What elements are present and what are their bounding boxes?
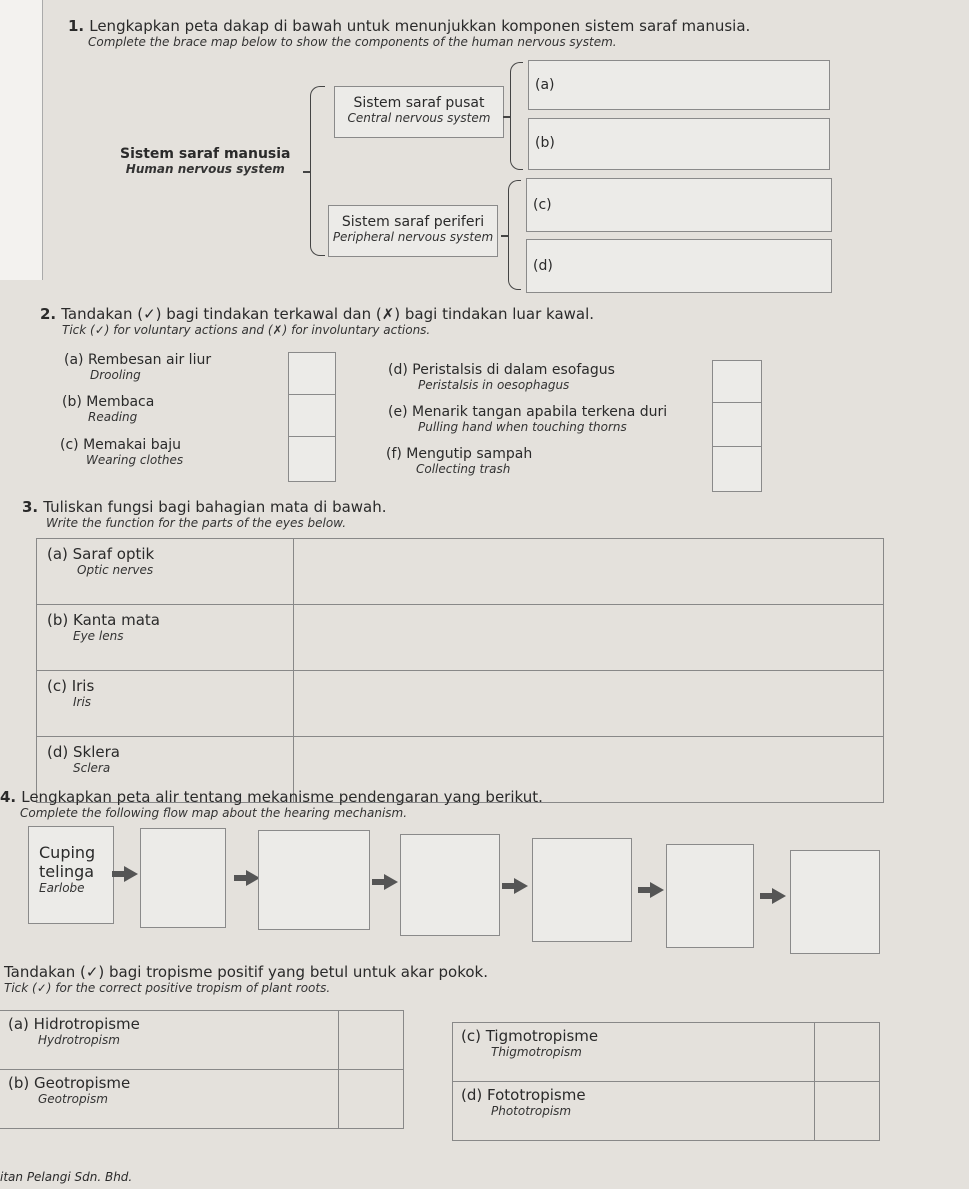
q2-item-b-label: (b) Membaca — [62, 394, 155, 410]
q2-item-c-label: (c) Memakai baju — [60, 437, 181, 453]
q5-tick-box-c[interactable] — [815, 1023, 880, 1082]
q2-item-d — [388, 362, 615, 392]
q3-row-d-en: Sclera — [73, 761, 111, 775]
q3-row-c-answer[interactable] — [294, 671, 884, 737]
q4-arrow-3 — [384, 874, 398, 890]
q1-slot-a-label: (a) — [535, 77, 555, 93]
q5-left-table — [0, 1010, 404, 1129]
q4-flow-box-5[interactable] — [532, 838, 632, 942]
q4-earlobe-line2: telinga — [39, 862, 95, 881]
q5-header — [4, 962, 488, 995]
q2-item-c — [60, 437, 183, 467]
q1-slot-b-label: (b) — [535, 135, 555, 151]
q2-item-e — [388, 404, 667, 434]
q2-item-d-en: Peristalsis in oesophagus — [418, 378, 570, 392]
q2-tick-box-b[interactable] — [288, 394, 336, 438]
q1-slot-d-label: (d) — [533, 258, 553, 274]
q2-item-f-en: Collecting trash — [416, 462, 511, 476]
q4-flow-box-7[interactable] — [790, 850, 880, 954]
q3-row-c-part — [37, 671, 294, 737]
q2-item-e-en: Pulling hand when touching thorns — [418, 420, 627, 434]
q2-title: Tandakan (✓) bagi tindakan terkawal dan (✗) bagi tindakan luar kawal. — [61, 305, 595, 323]
q5-item-d-en: Phototropism — [491, 1104, 572, 1118]
publisher-footer: itan Pelangi Sdn. Bhd. — [0, 1170, 133, 1184]
q4-flow-box-2[interactable] — [140, 828, 226, 928]
q1-root-en: Human nervous system — [125, 162, 285, 176]
q5-item-b — [0, 1070, 339, 1129]
q5-subtitle: Tick (✓) for the correct positive tropism of plant roots. — [4, 981, 331, 995]
q2-item-a-label: (a) Rembesan air liur — [64, 352, 212, 368]
q3-row-b-en: Eye lens — [73, 629, 124, 643]
q4-arrow-1 — [124, 866, 138, 882]
q2-number: 2. — [40, 305, 57, 323]
q3-number: 3. — [22, 498, 39, 516]
q1-branch-cns-en: Central nervous system — [347, 111, 491, 125]
table-row — [37, 671, 884, 737]
q3-row-a-label: (a) Saraf optik — [47, 545, 155, 563]
q1-slot-a[interactable] — [528, 60, 830, 110]
q5-right-table — [452, 1022, 880, 1141]
q4-header — [0, 787, 543, 820]
q5-item-a — [0, 1011, 339, 1070]
q4-earlobe-en: Earlobe — [39, 881, 85, 895]
q1-title: Lengkapkan peta dakap di bawah untuk menunjukkan komponen sistem saraf manusia. — [89, 17, 751, 35]
q3-row-a-answer[interactable] — [294, 539, 884, 605]
q3-row-b-answer[interactable] — [294, 605, 884, 671]
q5-tick-box-d[interactable] — [815, 1082, 880, 1141]
q2-item-a-en: Drooling — [90, 368, 141, 382]
q4-flow-box-earlobe — [28, 826, 114, 924]
q5-tick-box-b[interactable] — [339, 1070, 404, 1129]
page-edge-decoration — [0, 0, 43, 280]
q3-table — [36, 538, 884, 803]
q5-item-d-label: (d) Fototropisme — [461, 1086, 586, 1104]
q1-cns-brace — [510, 62, 523, 170]
q2-item-b-en: Reading — [88, 410, 138, 424]
q5-item-b-label: (b) Geotropisme — [8, 1074, 131, 1092]
q1-branch-pns-en: Peripheral nervous system — [332, 230, 494, 244]
q1-root-label: Sistem saraf manusia — [120, 146, 291, 162]
q2-item-c-en: Wearing clothes — [86, 453, 184, 467]
q1-slot-c[interactable] — [526, 178, 832, 232]
table-row — [0, 1070, 404, 1129]
q2-item-e-label: (e) Menarik tangan apabila terkena duri — [388, 404, 668, 420]
q2-header — [40, 304, 594, 337]
q3-row-d-label: (d) Sklera — [47, 743, 120, 761]
q1-pns-brace — [508, 180, 521, 290]
q5-title: Tandakan (✓) bagi tropisme positif yang betul untuk akar pokok. — [4, 963, 488, 981]
table-row — [37, 605, 884, 671]
q3-row-c-en: Iris — [73, 695, 92, 709]
q3-row-a-part — [37, 539, 294, 605]
table-row — [453, 1082, 880, 1141]
q2-item-b — [62, 394, 154, 424]
q4-title: Lengkapkan peta alir tentang mekanisme pendengaran yang berikut. — [21, 788, 543, 806]
q1-main-brace — [310, 86, 325, 256]
q3-header — [22, 497, 387, 530]
q4-earlobe-line1: Cuping — [39, 843, 96, 862]
q1-slot-d[interactable] — [526, 239, 832, 293]
q5-tick-box-a[interactable] — [339, 1011, 404, 1070]
q1-number: 1. — [68, 17, 85, 35]
q1-subtitle: Complete the brace map below to show the components of the human nervous system. — [88, 35, 617, 49]
q4-arrow-4 — [514, 878, 528, 894]
q4-flow-box-4[interactable] — [400, 834, 500, 936]
q1-header — [68, 16, 750, 49]
q2-item-f — [386, 446, 532, 476]
q5-item-c-label: (c) Tigmotropisme — [461, 1027, 599, 1045]
q5-item-a-label: (a) Hidrotropisme — [8, 1015, 140, 1033]
table-row — [0, 1011, 404, 1070]
q1-slot-b[interactable] — [528, 118, 830, 170]
q1-branch-pns — [328, 205, 498, 257]
q2-item-f-label: (f) Mengutip sampah — [386, 446, 533, 462]
q3-title: Tuliskan fungsi bagi bahagian mata di bawah. — [43, 498, 387, 516]
q1-branch-cns — [334, 86, 504, 138]
q2-tick-box-a[interactable] — [288, 352, 336, 396]
q4-arrow-6 — [772, 888, 786, 904]
q2-item-a — [64, 352, 211, 382]
q3-row-a-en: Optic nerves — [77, 563, 154, 577]
q5-item-b-en: Geotropism — [38, 1092, 108, 1106]
q2-tick-box-e[interactable] — [712, 402, 762, 448]
q3-row-c-label: (c) Iris — [47, 677, 95, 695]
q5-item-a-en: Hydrotropism — [38, 1033, 120, 1047]
q3-row-b-part — [37, 605, 294, 671]
q1-slot-c-label: (c) — [533, 197, 552, 213]
q2-tick-box-c[interactable] — [288, 436, 336, 482]
q4-flow-box-6[interactable] — [666, 844, 754, 948]
q5-item-c — [453, 1023, 815, 1082]
q5-item-c-en: Thigmotropism — [491, 1045, 582, 1059]
q4-subtitle: Complete the following flow map about the hearing mechanism. — [20, 806, 408, 820]
q1-root — [120, 146, 291, 176]
table-row — [453, 1023, 880, 1082]
q2-tick-box-f[interactable] — [712, 446, 762, 492]
q2-subtitle: Tick (✓) for voluntary actions and (✗) for involuntary actions. — [62, 323, 431, 337]
q4-flow-box-3[interactable] — [258, 830, 370, 930]
q3-row-b-label: (b) Kanta mata — [47, 611, 160, 629]
q5-item-d — [453, 1082, 815, 1141]
table-row — [37, 539, 884, 605]
q2-tick-box-d[interactable] — [712, 360, 762, 404]
q1-branch-cns-label: Sistem saraf pusat — [353, 95, 485, 111]
q2-item-d-label: (d) Peristalsis di dalam esofagus — [388, 362, 615, 378]
q3-subtitle: Write the function for the parts of the eyes below. — [46, 516, 347, 530]
q1-branch-pns-label: Sistem saraf periferi — [341, 214, 485, 230]
q4-number: 4. — [0, 788, 17, 806]
q4-arrow-5 — [650, 882, 664, 898]
